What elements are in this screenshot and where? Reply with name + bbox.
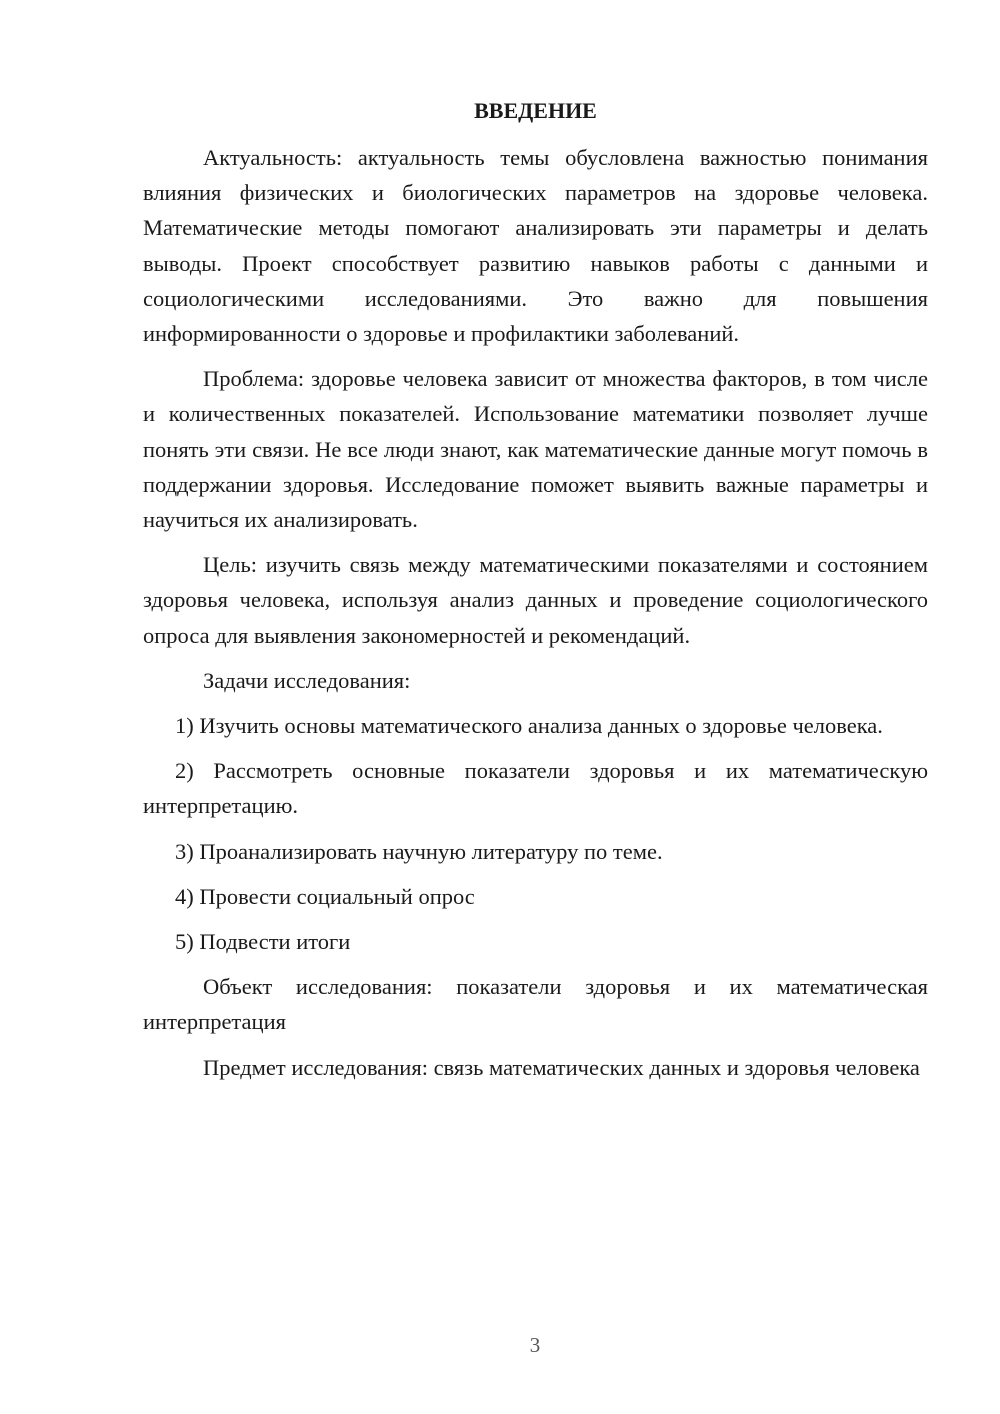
task-item: 4) Провести социальный опрос xyxy=(175,883,475,909)
document-body xyxy=(143,93,928,1085)
paragraph-subject: Предмет исследования: связь математических данных и здоровья человека xyxy=(203,1054,920,1080)
paragraph-relevance: Актуальность: актуальность темы обусловлена важностью понимания влияния физических и биологических параметров на здоровье человека. Математические методы помогают анализировать эти параметры и делать выводы. Проект способствует развитию навыков работы с данными и социологическими исследованиями. Это важно для повышения информированности о здоровье и профилактики заболеваний. xyxy=(143,145,928,347)
task-item: 1) Изучить основы математического анализа данных о здоровье человека. xyxy=(175,713,883,739)
tasks-heading: Задачи исследования: xyxy=(203,667,411,693)
paragraph-problem: Проблема: здоровье человека зависит от множества факторов, в том числе и количественных показателей. Использование математики позволяет лучше понять эти связи. Не все люди знают, как математические данные могут помочь в поддержании здоровья. Исследование поможет выявить важные параметры и научиться их анализировать. xyxy=(143,366,928,533)
task-item: 5) Подвести итоги xyxy=(175,929,351,955)
task-item: 3) Проанализировать научную литературу по теме. xyxy=(175,838,663,864)
page-number: 3 xyxy=(529,1333,541,1357)
task-item: 2) Рассмотреть основные показатели здоровья и их математическую интерпретацию. xyxy=(143,758,928,819)
paragraph-goal: Цель: изучить связь между математическими показателями и состоянием здоровья человека, используя анализ данных и проведение социологического опроса для выявления закономерностей и рекомендаций. xyxy=(143,552,928,648)
paragraph-object: Объект исследования: показатели здоровья и их математическая интерпретация xyxy=(143,974,928,1035)
section-title: ВВЕДЕНИЕ xyxy=(474,98,597,123)
